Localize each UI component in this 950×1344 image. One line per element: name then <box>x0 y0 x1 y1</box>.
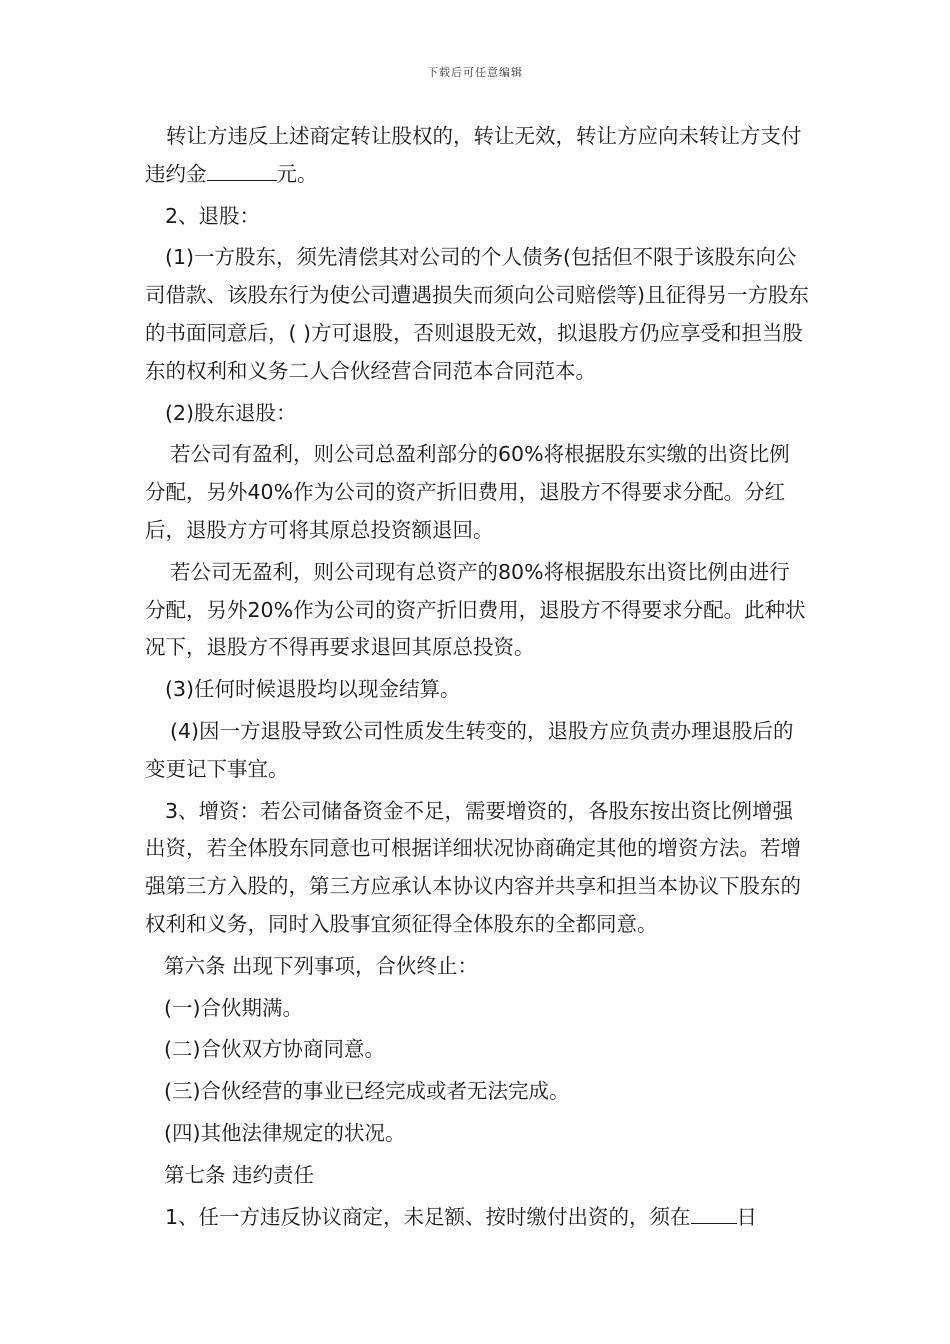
section-heading-withdrawal: 2、退股： <box>165 203 261 228</box>
paragraph-withdrawal-2-heading: (2)股东退股： <box>165 400 297 425</box>
document-body <box>145 118 809 1236</box>
paragraph-profit-case: 若公司有盈利，则公司总盈利部分的60%将根据股东实缴的出资比例分配，另外40%作为公司的资产折旧费用，退股方不得要求分配。分红后，退股方方可将其原总投资额退回。 <box>145 442 790 542</box>
paragraph-withdrawal-3: (3)任何时候退股均以现金结算。 <box>165 677 461 702</box>
paragraph-text: 1、任一方违反协议商定，未足额、按时缴付出资的，须在 <box>165 1204 691 1229</box>
paragraph-transfer-penalty <box>145 118 809 194</box>
paragraph-breach-1 <box>145 1199 809 1237</box>
list-item-termination-4: (四)其他法律规定的状况。 <box>164 1120 406 1145</box>
paragraph-capital-increase: 3、增资：若公司储备资金不足，需要增资的，各股东按出资比例增强出资，若全体股东同意也可根据详细状况协商确定其他的增资方法。若增强第三方入股的，第三方应承认本协议内容并共享和担当本协议下股东的权利和义务，同时入股事宜须征得全体股东的全都同意。 <box>145 798 801 936</box>
page-header: 下载后可任意编辑 <box>427 66 523 79</box>
paragraph-text: 转让方违反上述商定转让股权的，转让无效，转让方应向未转让方支付违约金 <box>145 124 802 186</box>
article-seven-heading: 第七条 违约责任 <box>164 1162 315 1187</box>
paragraph-withdrawal-4: (4)因一方退股导致公司性质发生转变的，退股方应负责办理退股后的变更记下事宜。 <box>145 718 794 781</box>
paragraph-withdrawal-1: (1)一方股东，须先清偿其对公司的个人债务(包括但不限于该股东向公司借款、该股东行为使公司遭遇损失而须向公司赔偿等)且征得另一方股东的书面同意后，( )方可退股，否则退股无效，拟退股方仍应享受和担当股东的权利和义务二人合伙经营合同范本合同范本。 <box>145 245 809 383</box>
article-six-heading: 第六条 出现下列事项，合伙终止： <box>164 953 479 978</box>
list-item-termination-2: (二)合伙双方协商同意。 <box>164 1037 385 1062</box>
paragraph-text: 日 <box>736 1204 758 1229</box>
paragraph-text: 元。 <box>276 161 318 186</box>
paragraph-no-profit-case: 若公司无盈利，则公司现有总资产的80%将根据股东出资比例由进行分配，另外20%作为公司的资产折旧费用，退股方不得要求分配。此种状况下，退股方不得再要求退回其原总投资。 <box>145 559 806 660</box>
blank-underline <box>691 1203 737 1224</box>
list-item-termination-3: (三)合伙经营的事业已经完成或者无法完成。 <box>164 1079 570 1104</box>
list-item-termination-1: (一)合伙期满。 <box>164 995 303 1020</box>
blank-underline <box>207 160 277 181</box>
